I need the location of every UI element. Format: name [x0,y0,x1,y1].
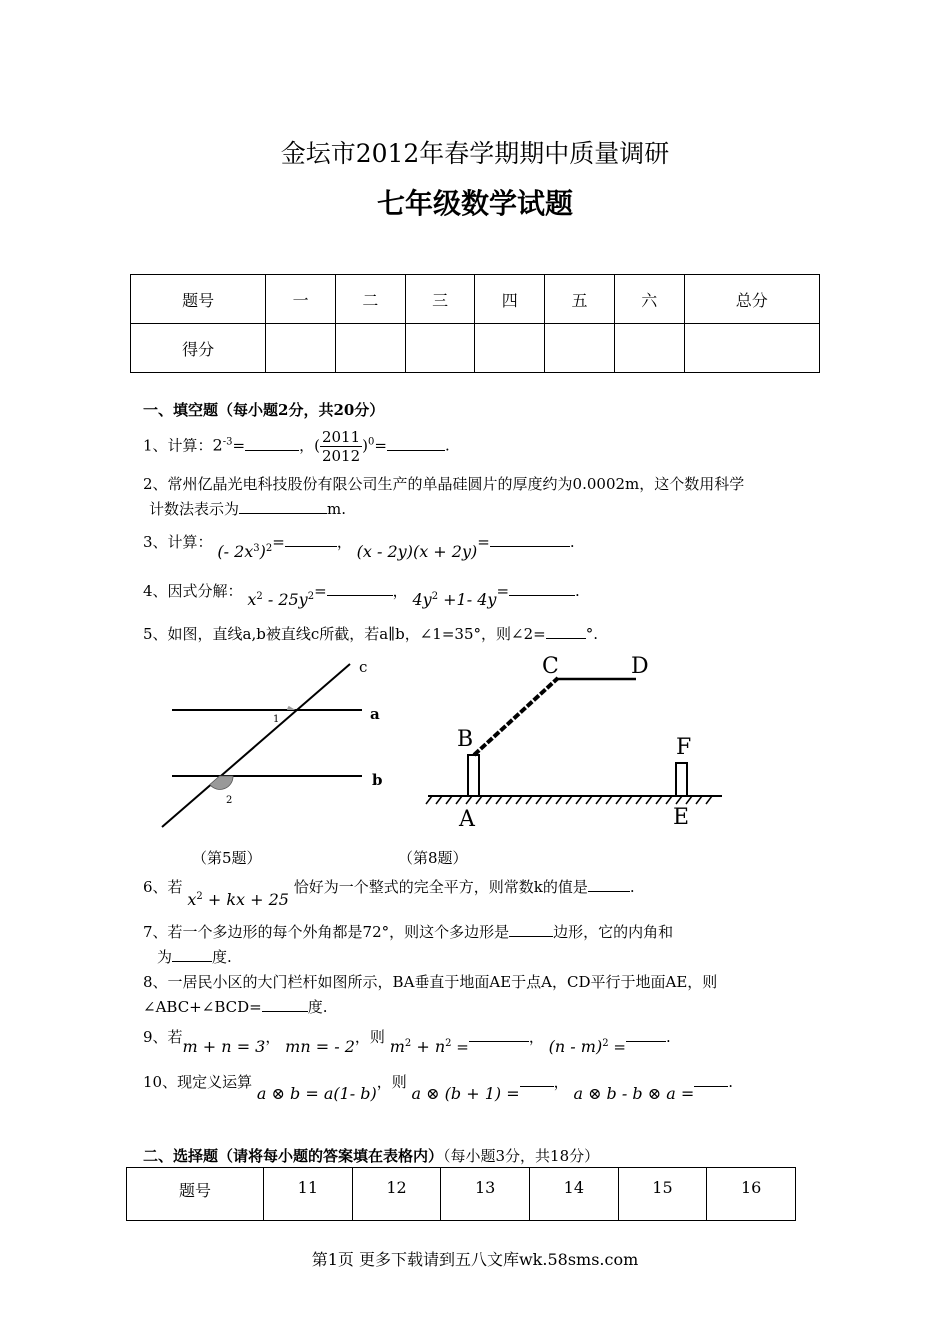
hatch-mark [496,796,502,804]
label-b: b [372,771,383,789]
hatch-mark [686,796,692,804]
table-cell: 15 [618,1168,707,1221]
q4-prefix: 4、因式分解： [143,582,243,600]
figure-5-caption: （第5题） [192,849,262,867]
label-A: A [459,807,475,832]
answer-blank[interactable] [327,581,393,596]
q4-expr1b: - 25y [262,590,308,609]
hatch-mark [636,796,642,804]
answer-blank[interactable] [172,947,212,962]
table-cell: 题号 [127,1168,264,1221]
q10-comma: ， [553,1073,569,1091]
question-1: 1、计算：$2^{-3}=$ ，( $\frac{2011}{2012}$ )$^0$= . [143,428,450,465]
table-cell: 11 [264,1168,353,1221]
answer-blank[interactable] [262,997,308,1012]
q6-x: x [187,890,197,909]
answer-blank[interactable] [588,877,630,892]
q9-expr2: mn = - 2 [285,1037,355,1056]
line-c [162,664,350,827]
q3-expr2: (x - 2y)(x + 2y) [356,542,478,561]
q6-expr-b: + kx + 25 [202,890,289,909]
hatch-mark [666,796,672,804]
angle-1-label: 1 [273,714,280,725]
q3-eq-2: = [477,533,490,551]
q8-text: ∠ABC+∠BCD= [143,998,262,1016]
q1-exponent-2: 0 [367,436,375,448]
q6-expr [187,891,289,909]
table-cell: 六 [614,275,684,324]
hatch-mark [586,796,592,804]
label-B: B [457,727,474,752]
table-cell: 得分 [131,324,266,373]
q7-text-a: 7、若一个多边形的每个外角都是72°，则这个多边形是 [143,923,510,941]
label-D: D [631,654,649,679]
question-2-line-2 [149,497,346,521]
hatch-mark [696,796,702,804]
hatch-mark [616,796,622,804]
question-2-line-1: 2、常州亿晶光电科技股份有限公司生产的单晶硅圆片的厚度约为0.0002m，这个数用科学 [143,475,745,493]
q4-exp3: 2 [431,591,439,602]
table-cell: 13 [441,1168,530,1221]
q3-eq: = [272,533,285,551]
q4-x: x [247,590,257,609]
answer-blank[interactable] [490,532,570,547]
q9-expr1: m + n = 3 [182,1037,266,1056]
q5-text: 5、如图，直线a,b被直线c所截，若a∥b，∠1=35°，则∠2= [143,625,546,643]
table-cell: 五 [545,275,615,324]
answer-blank[interactable] [245,436,299,451]
q1-exponent: -3 [222,436,233,448]
q3-expr1: (- 2x [217,542,254,561]
post-ef [676,763,687,796]
figure-5-parallel-lines [150,650,400,840]
score-table-score-row [131,324,820,373]
section2-title-bold: 二、选择题（请将每小题的答案填在表格内） [143,1147,444,1165]
question-4 [143,576,580,609]
score-cell [405,324,475,373]
q4-expr2a: 4y [412,590,432,609]
label-E: E [673,805,690,830]
q9-eq: = [456,1038,469,1056]
q7-text-d: 度. [212,948,232,966]
q4-exp2: 2 [307,591,315,602]
answer-blank[interactable] [509,922,553,937]
answer-blank[interactable] [509,581,575,596]
hatch-mark [536,796,542,804]
ground-hatching [426,796,712,804]
answer-blank[interactable] [520,1072,554,1087]
q7-text-c: 为 [157,948,173,966]
score-cell [266,324,336,373]
q6-text: 恰好为一个整式的完全平方，则常数k的值是 [293,878,588,896]
table-cell: 12 [352,1168,441,1221]
score-cell [614,324,684,373]
answer-blank[interactable] [285,532,337,547]
q4-eq: = [314,582,327,600]
question-9 [143,1022,671,1056]
choice-table-row [127,1168,796,1221]
score-cell [684,324,819,373]
q1-prefix: 1、计算： [143,436,213,455]
section1-title: 一、填空题（每小题2分，共20分） [143,401,385,419]
hatch-mark [656,796,662,804]
q9-expr3 [390,1038,469,1056]
table-cell: 总分 [684,275,819,324]
q3-end: . [569,533,575,551]
q4-end: . [575,582,580,600]
q2-unit: m. [327,500,347,518]
table-cell: 16 [707,1168,796,1221]
hatch-mark [506,796,512,804]
hatch-mark [486,796,492,804]
answer-blank[interactable] [546,624,586,639]
q4-expr2 [412,591,496,609]
page-footer: 第1页 更多下载请到五八文库wk.58sms.com [311,1250,639,1269]
q4-sep: ， [392,582,408,600]
fraction-numerator: 2011 [321,428,361,446]
choice-answer-table [126,1167,796,1221]
q4-expr2b: +1- 4y [438,590,497,609]
question-7-line-1 [143,920,673,944]
q9-m: m [389,1037,405,1056]
exam-subtitle: 金坛市2012年春学期期中质量调研 [280,139,670,168]
q1-end: . [444,436,450,455]
hatch-mark [606,796,612,804]
hatch-mark [476,796,482,804]
hatch-mark [456,796,462,804]
q10-expr3: a ⊗ b - b ⊗ a = [573,1084,695,1103]
q1-eq: = [232,436,246,455]
label-C: C [542,654,559,679]
q3-expr1b: ) [259,542,266,561]
post-ab [468,755,479,796]
hatch-mark [426,796,432,804]
label-F: F [676,735,692,760]
q1-fraction [320,428,362,465]
score-table-header-row [131,275,820,324]
q9-exp2: 2 [445,1038,452,1049]
angle-1-mark [287,706,296,710]
q10-prefix: 10、现定义运算 [143,1073,253,1091]
section2-title-points: （每小题3分，共18分） [443,1147,600,1165]
hatch-mark [646,796,652,804]
answer-blank[interactable] [626,1027,666,1042]
hatch-mark [466,796,472,804]
q3-exp: 3 [253,543,260,554]
q1-sep: ， [299,436,315,455]
q6-exp: 2 [196,891,203,902]
question-10 [143,1070,734,1103]
score-table [130,274,820,373]
q6-end: . [629,878,635,896]
hatch-mark [676,796,682,804]
question-6 [143,872,635,909]
figure-8-caption: （第8题） [398,849,468,867]
fraction-denominator: 2012 [321,447,361,465]
section2-title [143,1144,599,1168]
q4-exp: 2 [256,591,263,602]
hatch-mark [596,796,602,804]
score-cell [475,324,545,373]
q10-expr2: a ⊗ (b + 1) = [411,1084,520,1103]
table-cell: 二 [336,275,406,324]
hatch-mark [576,796,582,804]
q9-then: ，则 [354,1028,385,1046]
score-cell [336,324,406,373]
q8-end: 度. [307,998,328,1016]
table-cell: 14 [530,1168,619,1221]
q10-then: ，则 [376,1073,407,1091]
answer-blank[interactable] [239,499,327,514]
q9-exp: 2 [404,1038,412,1049]
q4-eq-2: = [496,582,510,600]
q7-text-b: 边形，它的内角和 [553,923,674,941]
angle-2-label: 2 [226,795,233,806]
hatch-mark [436,796,442,804]
question-8-line-2 [143,995,327,1019]
answer-blank[interactable] [387,436,445,451]
q9-comma-2: ， [528,1028,544,1046]
q9-comma: ， [265,1028,281,1046]
q1-base: 2 [212,435,223,455]
table-cell: 三 [405,275,475,324]
answer-blank[interactable] [694,1072,728,1087]
segment-bc [474,678,558,755]
table-cell: 一 [266,275,336,324]
q3-prefix: 3、计算： [143,533,213,551]
q10-expr1: a ⊗ b = a(1- b) [256,1084,377,1103]
question-8-line-1: 8、一居民小区的大门栏杆如图所示，BA垂直于地面AE于点A，CD平行于地面AE，则 [143,973,718,991]
q9-n: + n [411,1037,446,1056]
q1-eq-2: = [374,436,387,455]
hatch-mark [706,796,712,804]
q9-nm: (n - m) [548,1037,603,1056]
q3-exp2: 2 [265,543,273,554]
q5-end: °. [585,625,598,643]
q6-prefix: 6、若 [143,878,183,896]
hatch-mark [556,796,562,804]
hatch-mark [566,796,572,804]
hatch-mark [626,796,632,804]
answer-blank[interactable] [469,1027,529,1042]
hatch-mark [546,796,552,804]
hatch-mark [446,796,452,804]
q9-expr4 [549,1038,626,1056]
q10-end: . [728,1073,734,1091]
q9-eq-2: = [613,1038,626,1056]
question-7-line-2 [157,945,232,969]
q9-exp3: 2 [602,1038,609,1049]
q2-text: 计数法表示为 [149,500,240,518]
hatch-mark [516,796,522,804]
score-cell [545,324,615,373]
question-5 [143,622,598,646]
q9-prefix: 9、若 [143,1028,183,1046]
q3-expr [217,543,272,561]
figure-8-gate-railing [420,648,730,838]
label-a: a [370,705,380,723]
table-cell: 题号 [131,275,266,324]
q3-sep: ， [336,533,352,551]
exam-title: 七年级数学试题 [376,187,573,220]
hatch-mark [526,796,532,804]
table-cell: 四 [475,275,545,324]
q9-end: . [665,1028,671,1046]
angle-2-mark [210,776,233,789]
label-c: c [359,658,368,676]
q4-expr1 [247,591,314,609]
question-3 [143,527,575,561]
